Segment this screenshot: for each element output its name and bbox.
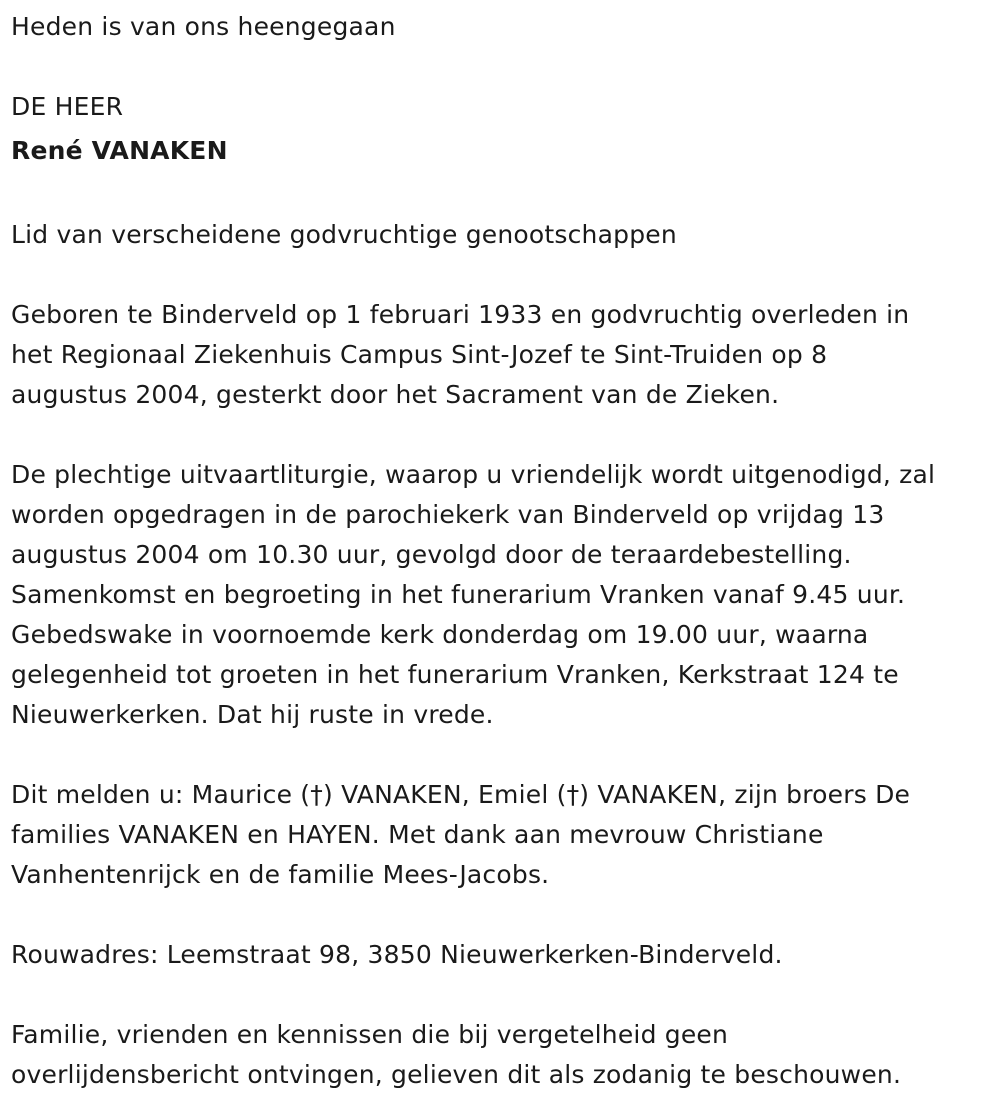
closing-line: overlijdensbericht ontvingen, gelieven dit als zodanig te beschouwen.: [11, 1060, 902, 1089]
spacer: [11, 47, 986, 87]
spacer: [11, 175, 986, 215]
intro-text: Heden is van ons heengegaan: [11, 12, 396, 41]
spacer: [11, 255, 986, 295]
funeral-paragraph: [11, 455, 986, 735]
birth-line: augustus 2004, gesterkt door het Sacrament van de Zieken.: [11, 380, 780, 409]
closing-line: Familie, vrienden en kennissen die bij vergetelheid geen: [11, 1020, 729, 1049]
funeral-line: De plechtige uitvaartliturgie, waarop u vriendelijk wordt uitgenodigd, zal: [11, 460, 936, 489]
announcers-line: Dit melden u: Maurice (†) VANAKEN, Emiel (†) VANAKEN, zijn broers De: [11, 780, 911, 809]
closing-paragraph: [11, 1015, 986, 1095]
membership-text: Lid van verscheidene godvruchtige genootschappen: [11, 220, 677, 249]
birth-line: het Regionaal Ziekenhuis Campus Sint-Jozef te Sint-Truiden op 8: [11, 340, 828, 369]
obituary-document: [11, 7, 986, 1095]
announcers-line: families VANAKEN en HAYEN. Met dank aan mevrouw Christiane: [11, 820, 824, 849]
deceased-name: René VANAKEN: [11, 136, 228, 165]
birth-paragraph: [11, 295, 986, 415]
spacer: [11, 735, 986, 775]
spacer: [11, 895, 986, 935]
funeral-line: Gebedswake in voornoemde kerk donderdag om 19.00 uur, waarna: [11, 620, 869, 649]
announcers-line: Vanhentenrijck en de familie Mees-Jacobs.: [11, 860, 550, 889]
funeral-line: Samenkomst en begroeting in het funerarium Vranken vanaf 9.45 uur.: [11, 580, 906, 609]
funeral-line: Nieuwerkerken. Dat hij ruste in vrede.: [11, 700, 494, 729]
funeral-line: worden opgedragen in de parochiekerk van Binderveld op vrijdag 13: [11, 500, 885, 529]
spacer: [11, 415, 986, 455]
title-prefix: DE HEER: [11, 92, 124, 121]
birth-line: Geboren te Binderveld op 1 februari 1933 en godvruchtig overleden in: [11, 300, 910, 329]
funeral-line: gelegenheid tot groeten in het funerarium Vranken, Kerkstraat 124 te: [11, 660, 899, 689]
announcers-paragraph: [11, 775, 986, 895]
spacer: [11, 975, 986, 1015]
funeral-line: augustus 2004 om 10.30 uur, gevolgd door de teraardebestelling.: [11, 540, 852, 569]
address-text: Rouwadres: Leemstraat 98, 3850 Nieuwerkerken-Binderveld.: [11, 940, 783, 969]
